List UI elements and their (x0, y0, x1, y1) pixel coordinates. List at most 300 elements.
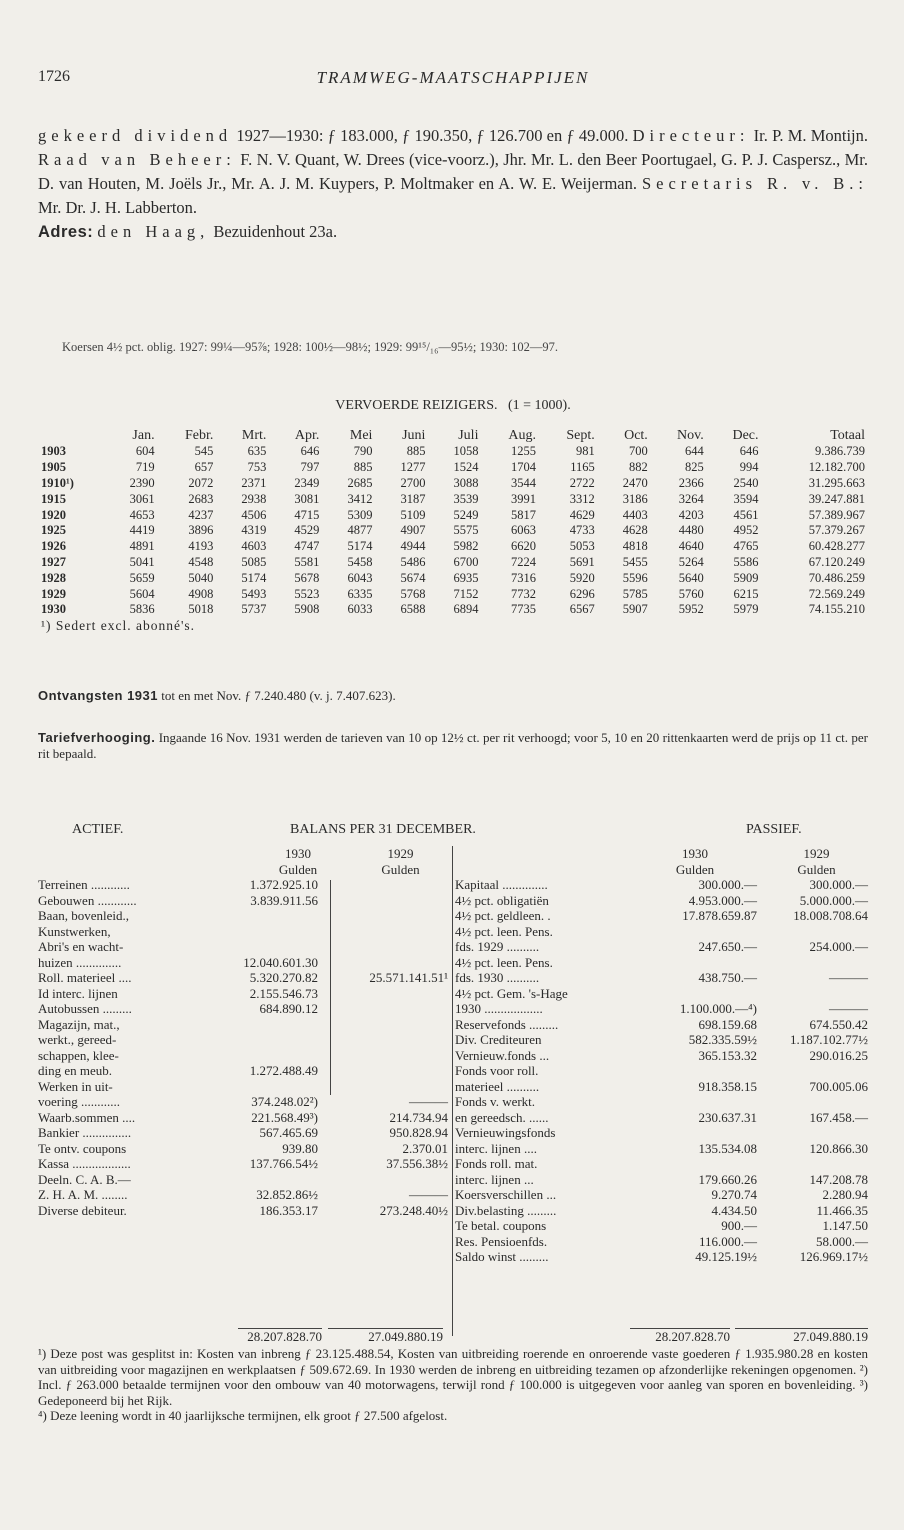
table-cell: 7224 (510, 554, 536, 569)
table-cell: 6567 (569, 602, 595, 617)
passief-value-1929: 18.008.708.64 (793, 908, 868, 923)
table-cell: 5737 (241, 602, 267, 617)
passief-value-1929: 11.466.35 (816, 1202, 868, 1218)
actief-value-1929: 37.556.38½ (386, 1156, 448, 1171)
passief-label: interc. lijnen ... (455, 1171, 534, 1187)
actief-totals (238, 1328, 448, 1344)
actief-label: voering ............ (38, 1094, 120, 1109)
table-cell: 57.389.967 (808, 507, 865, 522)
table-cell: 7732 (510, 586, 536, 601)
table-cell: 6063 (510, 523, 536, 538)
reizigers-col-header: Oct. (624, 428, 648, 443)
table-cell: 5908 (294, 602, 320, 617)
table-cell: 6894 (453, 602, 479, 617)
table-row (38, 555, 868, 571)
actief-value-1929: 950.828.94 (389, 1125, 448, 1140)
actief-label: ACTIEF. (72, 822, 124, 837)
table-cell: 4908 (188, 586, 214, 601)
passief-value-1929: 700.005.06 (809, 1078, 868, 1094)
reizigers-col-header: Juni (402, 428, 426, 443)
table-cell: 5768 (400, 586, 426, 601)
table-cell: 1704 (510, 460, 536, 475)
table-cell: 5979 (733, 602, 759, 617)
passief-row (455, 1156, 868, 1172)
actief-value-1929: 25.571.141.51¹ (369, 970, 448, 985)
table-cell: 1277 (400, 460, 426, 475)
actief-row (38, 1094, 448, 1110)
actief-row (38, 1156, 448, 1172)
running-title: TRAMWEG-MAATSCHAPPIJEN (316, 68, 590, 87)
passief-value-1930: 698.159.68 (698, 1016, 757, 1032)
passief-value-1930: 135.534.08 (698, 1140, 757, 1156)
passief-row (455, 1048, 868, 1064)
row-year: 1929 (41, 586, 66, 601)
actief-value-1930: 374.248.02²) (251, 1094, 318, 1109)
passief-row (455, 986, 868, 1002)
actief-row (38, 893, 448, 909)
actief-label: huizen .............. (38, 954, 122, 970)
table-cell: 2072 (188, 475, 214, 490)
footnote-1: ¹) Deze post was gesplitst in: Kosten van inbreng ƒ 23.125.488.54, Kosten van uitbreiding roerende en onroerende vaste goederen ƒ 1.935.980.28 en kosten van uitbreiding voor magazijnen en werkplaatsen ƒ 509.672.69. In 1930 werden de inbreng en uitbreiding tezamen op afzonderlijke rekeningen opgenomen. (38, 1346, 868, 1377)
passief-value-1930: 918.358.15 (698, 1078, 757, 1094)
table-cell: 5760 (678, 586, 704, 601)
table-cell: 4529 (294, 523, 320, 538)
actief-row (38, 986, 448, 1002)
balans-heading (38, 822, 868, 842)
table-cell: 825 (684, 460, 704, 475)
table-cell: 4193 (188, 539, 214, 554)
passief-row (455, 1172, 868, 1188)
table-cell: 4944 (400, 539, 426, 554)
passief-value-1930: 4.434.50 (711, 1202, 757, 1218)
passief-value-1929: ——— (829, 970, 868, 985)
table-cell: 12.182.700 (808, 460, 865, 475)
table-cell: 5691 (569, 554, 595, 569)
actief-value-1930: 5.320.270.82 (249, 970, 318, 985)
table-cell: 5920 (569, 570, 595, 585)
passief-year-1930: 1930 (682, 846, 708, 861)
actief-label: Terreinen ............ (38, 877, 130, 892)
passief-row (455, 1110, 868, 1126)
actief-row (38, 1110, 448, 1126)
passief-value-1929: 58.000.— (816, 1233, 868, 1249)
passief-value-1930: 4.953.000.— (688, 892, 757, 908)
row-year: 1910¹) (41, 475, 74, 490)
passief-value-1930: 247.650.— (698, 939, 757, 954)
passief-label: 4½ pct. geldleen. . (455, 908, 551, 923)
table-cell: 3991 (510, 491, 536, 506)
passief-row (455, 877, 868, 893)
passief-total-1929: 27.049.880.19 (735, 1328, 868, 1345)
passief-label: Saldo winst ......... (455, 1249, 549, 1264)
adres-city: den Haag, (97, 222, 210, 241)
table-cell: 6296 (569, 586, 595, 601)
actief-year-headers (38, 846, 448, 862)
row-year: 1928 (41, 570, 66, 585)
actief-value-1930: 1.272.488.49 (249, 1063, 318, 1078)
table-cell: 885 (353, 460, 373, 475)
actief-value-1930: 32.852.86½ (256, 1187, 318, 1202)
table-cell: 882 (629, 460, 648, 475)
table-cell: 2540 (733, 475, 759, 490)
actief-label: Roll. materieel .... (38, 970, 132, 985)
table-cell: 981 (576, 444, 595, 459)
passief-label: Fonds roll. mat. (455, 1156, 538, 1171)
actief-label: Te ontv. coupons (38, 1140, 127, 1156)
table-cell: 3186 (622, 491, 648, 506)
passief-label: Kapitaal .............. (455, 877, 548, 892)
table-cell: 2683 (188, 491, 214, 506)
passief-column (455, 846, 868, 1265)
table-cell: 2470 (622, 475, 648, 490)
table-cell: 4715 (294, 507, 320, 522)
actief-value-1930: 2.155.546.73 (249, 985, 318, 1001)
passief-row (455, 1187, 868, 1203)
table-cell: 3412 (347, 491, 373, 506)
actief-label: Kunstwerken, (38, 923, 111, 939)
table-cell: 5982 (453, 539, 479, 554)
actief-year-1930: 1930 (285, 846, 311, 861)
actief-value-1929: ——— (409, 1094, 448, 1109)
passief-value-1929: 120.866.30 (809, 1140, 868, 1156)
passief-value-1929: 1.187.102.77½ (790, 1032, 868, 1047)
table-cell: 5458 (347, 554, 373, 569)
passief-label: Te betal. coupons (455, 1218, 547, 1233)
table-cell: 5018 (188, 602, 214, 617)
passief-value-1930: 438.750.— (698, 970, 757, 985)
table-cell: 5907 (622, 602, 648, 617)
table-cell: 4237 (188, 507, 214, 522)
table-cell: 5604 (129, 586, 155, 601)
passief-value-1929: ——— (829, 1001, 868, 1016)
table-cell: 5040 (188, 570, 214, 585)
table-row (38, 523, 868, 539)
passief-value-1930: 300.000.— (698, 877, 757, 892)
passief-value-1930: 582.335.59½ (688, 1032, 757, 1047)
table-cell: 5586 (733, 554, 759, 569)
table-cell: 4733 (569, 523, 595, 538)
beheer-text: F. N. V. Quant, W. Drees (vice-voorz.), Jhr. Mr. L. den Beer Poortugael, G. P. J. Caspersz., Mr. D. van Houten, M. Joëls Jr., Mr. A. J. M. Kuypers, P. Moltmaker en A. W. E. Weijerman. (38, 150, 868, 193)
passief-value-1930: 1.100.000.—⁴) (679, 1001, 757, 1016)
table-cell: 5109 (400, 507, 426, 522)
passief-label: en gereedsch. ...... (455, 1109, 549, 1125)
table-cell: 5085 (241, 554, 267, 569)
reizigers-title-text: VERVOERDE REIZIGERS. (335, 398, 498, 413)
table-cell: 5523 (294, 586, 320, 601)
directeur-text: Ir. P. M. Montijn. (753, 126, 869, 145)
actief-value-1929: 2.370.01 (402, 1140, 448, 1156)
passief-row (455, 970, 868, 986)
passief-value-1930: 116.000.— (698, 1233, 757, 1249)
table-cell: 5455 (622, 554, 648, 569)
actief-label: schappen, klee- (38, 1047, 119, 1063)
actief-row (38, 1187, 448, 1203)
directeur-label: Directeur: (632, 126, 750, 145)
table-row (38, 570, 868, 586)
actief-unit-1930: Gulden (278, 861, 318, 877)
table-cell: 7735 (510, 602, 536, 617)
passief-value-1929: 674.550.42 (809, 1016, 868, 1032)
footnote-3: ³) Gedeponeerd bij het Rijk. (38, 1377, 868, 1408)
passief-label: 4½ pct. leen. Pens. (455, 954, 553, 970)
passief-totals (630, 1328, 868, 1344)
table-cell: 4629 (569, 507, 595, 522)
table-cell: 4203 (678, 507, 704, 522)
passief-label: 1930 .................. (455, 1001, 543, 1016)
table-cell: 5596 (622, 570, 648, 585)
passief-unit-1930: Gulden (675, 861, 715, 877)
reizigers-col-header (38, 428, 105, 444)
passief-row (455, 939, 868, 955)
actief-row (38, 939, 448, 955)
passief-year-1929: 1929 (803, 846, 830, 861)
table-cell: 4603 (241, 539, 267, 554)
reizigers-footnote: ¹) Sedert excl. abonné's. (41, 617, 196, 633)
passief-value-1930: 900.— (721, 1218, 757, 1233)
passief-row (455, 1218, 868, 1234)
actief-label: Id interc. lijnen (38, 985, 118, 1001)
actief-value-1930: 567.465.69 (259, 1125, 318, 1140)
table-cell: 700 (629, 444, 648, 459)
passief-label: Reservefonds ......... (455, 1016, 559, 1032)
actief-value-1930: 137.766.54½ (249, 1156, 318, 1171)
table-cell: 6588 (400, 602, 426, 617)
actief-label: Magazijn, mat., (38, 1016, 120, 1032)
table-cell: 3187 (400, 491, 426, 506)
table-cell: 2349 (294, 475, 320, 490)
table-cell: 3594 (733, 491, 759, 506)
table-cell: 5678 (294, 570, 320, 585)
actief-label: Werken in uit- (38, 1078, 113, 1094)
koersen-line: Koersen 4½ pct. oblig. 1927: 99¼—95⅞; 1928: 100½—98½; 1929: 99¹⁵/₁₆—95½; 1930: 102—97. (62, 340, 558, 354)
passief-label: Div.belasting ......... (455, 1202, 557, 1218)
passief-row (455, 908, 868, 924)
table-cell: 4506 (241, 507, 267, 522)
table-cell: 60.428.277 (808, 539, 865, 554)
passief-value-1929: 2.280.94 (822, 1187, 868, 1202)
table-cell: 7152 (453, 586, 479, 601)
table-row (38, 539, 868, 555)
table-cell: 7316 (510, 570, 536, 585)
actief-value-1930: 939.80 (282, 1140, 318, 1156)
passief-value-1929: 1.147.50 (822, 1218, 868, 1233)
row-year: 1905 (41, 460, 66, 475)
passief-label: Res. Pensioenfds. (455, 1233, 548, 1249)
table-cell: 4561 (733, 507, 759, 522)
passief-label: PASSIEF. (746, 822, 802, 837)
passief-unit-1929: Gulden (797, 861, 836, 877)
table-cell: 4952 (733, 523, 759, 538)
table-cell: 5174 (241, 570, 267, 585)
passief-label: 4½ pct. Gem. 's-Hage (455, 985, 568, 1001)
passief-value-1930: 17.878.659.87 (682, 908, 757, 923)
table-cell: 797 (300, 460, 320, 475)
actief-value-1929: 214.734.94 (389, 1109, 448, 1125)
actief-label: Waarb.sommen .... (38, 1109, 136, 1125)
table-cell: 5493 (241, 586, 267, 601)
table-cell: 4403 (622, 507, 648, 522)
passief-label: Vernieuw.fonds ... (455, 1047, 550, 1063)
passief-year-headers (455, 846, 868, 862)
table-cell: 4747 (294, 539, 320, 554)
table-cell: 5174 (347, 539, 373, 554)
table-row (38, 476, 868, 492)
passief-row (455, 955, 868, 971)
table-cell: 9.386.739 (815, 444, 865, 459)
tarief-paragraph (38, 730, 868, 761)
beheer-label: Raad van Beheer: (38, 150, 236, 169)
actief-row (38, 1141, 448, 1157)
table-cell: 67.120.249 (808, 554, 865, 569)
table-cell: 70.486.259 (808, 570, 865, 585)
table-cell: 39.247.881 (808, 491, 865, 506)
table-cell: 5053 (569, 539, 595, 554)
table-row (38, 586, 868, 602)
table-cell: 644 (684, 444, 704, 459)
row-year: 1903 (41, 444, 66, 459)
table-cell: 5659 (129, 570, 155, 585)
table-cell: 5909 (733, 570, 759, 585)
actief-unit-headers (38, 862, 448, 878)
passief-row (455, 1141, 868, 1157)
passief-label: 4½ pct. leen. Pens. (455, 923, 553, 939)
table-cell: 753 (247, 460, 267, 475)
reizigers-col-header: Aug. (508, 428, 536, 443)
page-number: 1726 (38, 68, 70, 85)
table-cell: 5575 (453, 523, 479, 538)
table-cell: 72.569.249 (808, 586, 865, 601)
row-year: 1925 (41, 523, 66, 538)
actief-value-1930: 12.040.601.30 (243, 954, 318, 970)
table-cell: 657 (194, 460, 214, 475)
reizigers-col-header: Nov. (677, 428, 704, 443)
passief-value-1930: 230.637.31 (698, 1109, 757, 1125)
ontvangsten-label: Ontvangsten 1931 (38, 688, 158, 703)
table-cell: 6043 (347, 570, 373, 585)
table-row (38, 491, 868, 507)
table-cell: 6620 (510, 539, 536, 554)
actief-label: Z. H. A. M. ........ (38, 1187, 128, 1202)
row-year: 1920 (41, 507, 66, 522)
passief-label: 4½ pct. obligatiën (455, 892, 549, 908)
table-cell: 5486 (400, 554, 426, 569)
adres-text: Bezuidenhout 23a. (213, 222, 338, 241)
table-cell: 6335 (347, 586, 373, 601)
table-cell: 4907 (400, 523, 426, 538)
actief-row (38, 1079, 448, 1095)
table-cell: 74.155.210 (808, 602, 865, 617)
table-cell: 4877 (347, 523, 373, 538)
dividend-label: gekeerd dividend (38, 126, 233, 145)
passief-label: Koersverschillen ... (455, 1187, 557, 1202)
secretaris-label: Secretaris R. v. B.: (641, 174, 868, 193)
table-cell: 5836 (129, 602, 155, 617)
actief-value-1930: 3.839.911.56 (250, 892, 318, 908)
table-cell: 646 (300, 444, 320, 459)
actief-total-1930: 28.207.828.70 (238, 1328, 322, 1345)
balans-title: BALANS PER 31 DECEMBER. (290, 822, 476, 837)
actief-bracket-line (330, 880, 331, 1095)
actief-label: Bankier ............... (38, 1125, 132, 1140)
table-cell: 790 (353, 444, 373, 459)
actief-row (38, 1017, 448, 1033)
ontvangsten-text: tot en met Nov. ƒ 7.240.480 (v. j. 7.407.623). (161, 688, 396, 703)
passief-label: Div. Crediteuren (455, 1032, 542, 1047)
reizigers-col-header: Mei (349, 428, 373, 443)
table-cell: 4653 (129, 507, 155, 522)
actief-row (38, 877, 448, 893)
passief-row (455, 1017, 868, 1033)
table-cell: 719 (135, 460, 155, 475)
actief-label: Abri's en wacht- (38, 939, 124, 954)
actief-value-1930: 1.372.925.10 (249, 877, 318, 892)
table-cell: 4319 (241, 523, 267, 538)
actief-row (38, 1203, 448, 1219)
footnote-4: ⁴) Deze leening wordt in 40 jaarlijksche termijnen, elk groot ƒ 27.500 afgelost. (38, 1408, 448, 1423)
actief-label: Diverse debiteur. (38, 1202, 127, 1218)
reizigers-header-row (38, 428, 868, 444)
table-cell: 3896 (188, 523, 214, 538)
passief-value-1929: 300.000.— (809, 877, 868, 892)
actief-year-1929: 1929 (387, 846, 414, 861)
table-cell: 646 (739, 444, 759, 459)
secretaris-text: Mr. Dr. J. H. Labberton. (38, 198, 198, 217)
passief-value-1929: 5.000.000.— (799, 892, 868, 908)
passief-label: Vernieuwingsfonds (455, 1125, 556, 1140)
page-header (38, 68, 868, 92)
table-cell: 2685 (347, 475, 373, 490)
table-cell: 1058 (453, 444, 479, 459)
table-cell: 1165 (570, 460, 595, 475)
table-cell: 1524 (453, 460, 479, 475)
reizigers-col-header: Mrt. (241, 428, 267, 443)
company-info (38, 124, 868, 244)
row-year: 1927 (41, 554, 66, 569)
row-year: 1926 (41, 539, 66, 554)
table-cell: 4640 (678, 539, 704, 554)
table-cell: 5785 (622, 586, 648, 601)
actief-label: Deeln. C. A. B.— (38, 1171, 131, 1187)
tarief-label: Tariefverhooging. (38, 730, 156, 745)
table-cell: 4818 (622, 539, 648, 554)
reizigers-col-header: Sept. (566, 428, 595, 443)
table-cell: 5817 (510, 507, 536, 522)
table-cell: 6033 (347, 602, 373, 617)
actief-label: Autobussen ......... (38, 1001, 132, 1016)
table-cell: 4480 (678, 523, 704, 538)
actief-row (38, 908, 448, 924)
table-cell: 57.379.267 (808, 523, 865, 538)
table-cell: 2390 (129, 475, 155, 490)
actief-row (38, 924, 448, 940)
table-cell: 885 (406, 444, 426, 459)
table-row (38, 602, 868, 618)
table-cell: 6215 (733, 586, 759, 601)
footnote-2: ²) Incl. ƒ 263.000 betaalde termijnen voor den ombouw van 40 motorwagens, terwijl rond ƒ 100.000 is uitgegeven voor aanleg van sporen en bovenleiding. (38, 1361, 869, 1392)
table-cell: 1255 (510, 444, 536, 459)
passief-label: interc. lijnen .... (455, 1140, 537, 1156)
actief-row (38, 970, 448, 986)
table-cell: 5952 (678, 602, 704, 617)
passief-value-1929: 147.208.78 (809, 1171, 868, 1187)
table-cell: 2366 (678, 475, 704, 490)
passief-value-1929: 126.969.17½ (799, 1249, 868, 1264)
table-cell: 3061 (129, 491, 155, 506)
passief-label: fds. 1929 .......... (455, 939, 540, 954)
ontvangsten-paragraph (38, 688, 868, 704)
actief-row (38, 1063, 448, 1079)
passief-row (455, 924, 868, 940)
